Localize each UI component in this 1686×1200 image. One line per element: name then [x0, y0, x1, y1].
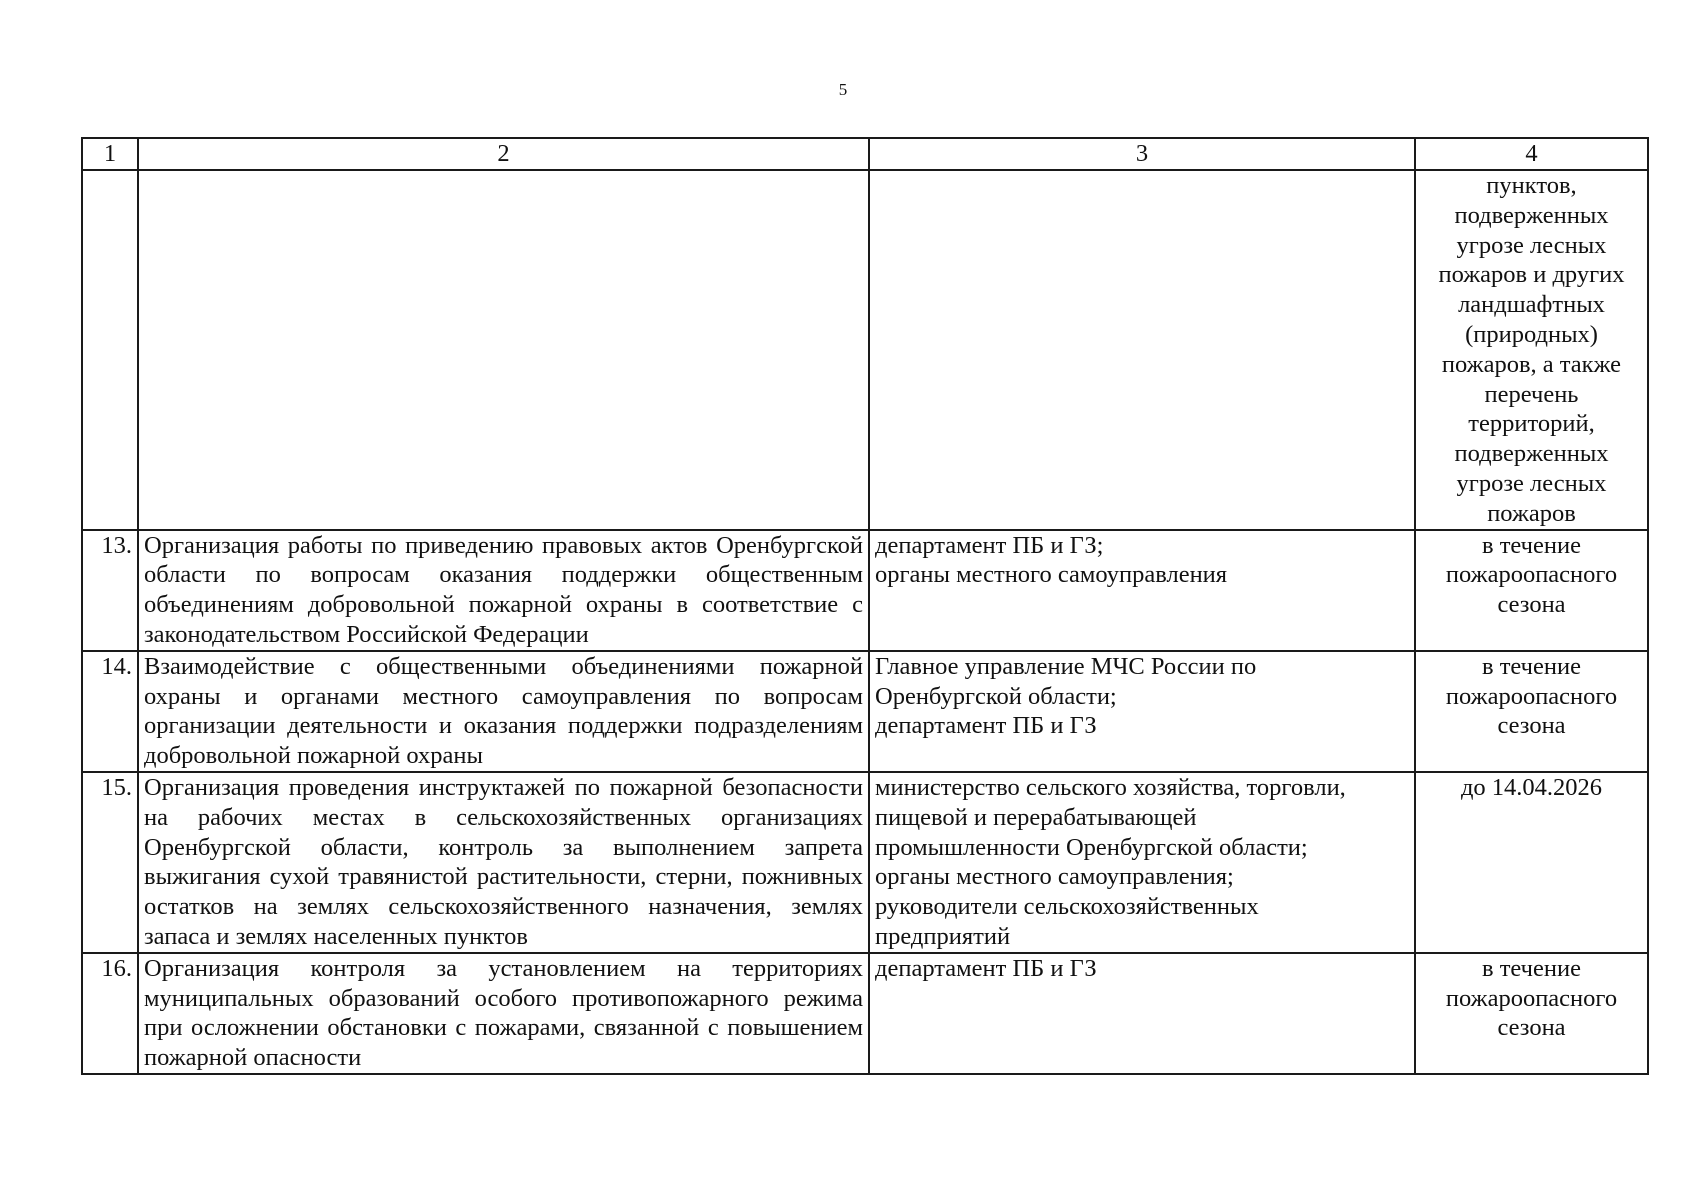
term-cell — [1415, 530, 1648, 651]
page-number: 5 — [838, 80, 848, 99]
executor-line: промышленности Оренбургской области; — [875, 833, 1308, 861]
activity-text: Организация работы по приведению правовых актов Оренбургской области по вопросам оказания поддержки общественным объединениям добровольной пожарной охраны в соответствие с законодательством Российской Федерации — [138, 530, 869, 651]
executor-line: органы местного самоуправления — [875, 561, 1228, 589]
executor-cell — [869, 772, 1415, 953]
term-line: сезона — [1497, 1014, 1566, 1042]
term-line: (природных) — [1465, 320, 1598, 348]
term-line: пожаров и других — [1438, 261, 1625, 289]
term-line: в течение — [1482, 652, 1581, 680]
term-line: пунктов, — [1486, 172, 1577, 199]
term-line: пожароопасного — [1445, 682, 1618, 710]
activity-text: Организация проведения инструктажей по пожарной безопасности на рабочих местах в сельскохозяйственных организациях Оренбургской области, контроль за выполнением запрета выжигания сухой травянистой растительности, стерни, пожнивных остатков на землях сельскохозяйственного назначения, землях запаса и землях населенных пунктов — [138, 772, 869, 953]
table-header-row — [82, 138, 1648, 170]
continuation-number-cell — [82, 170, 138, 530]
term-line: перечень — [1484, 380, 1579, 408]
term-line: угрозе лесных — [1456, 469, 1607, 497]
table-row — [82, 530, 1648, 651]
table-row — [82, 772, 1648, 953]
term-line: ландшафтных — [1458, 291, 1605, 319]
executor-cell — [869, 530, 1415, 651]
header-cell-number: 1 — [82, 138, 138, 170]
executor-line: Главное управление МЧС России по — [875, 652, 1257, 680]
term-line: территорий, — [1468, 410, 1595, 438]
continuation-activity-cell — [138, 170, 869, 530]
header-cell-activity: 2 — [138, 138, 869, 170]
term-line: пожаров, а также — [1441, 350, 1622, 378]
activity-text: Организация контроля за установлением на территориях муниципальных образований особого противопожарного режима при осложнении обстановки с пожарами, связанной с повышением пожарной опасности — [138, 953, 869, 1074]
executor-cell — [869, 953, 1415, 1074]
term-line: угрозе лесных — [1456, 231, 1607, 259]
executor-line: органы местного самоуправления; — [875, 863, 1234, 891]
table-row — [82, 651, 1648, 772]
term-cell — [1415, 772, 1648, 953]
term-line: до 14.04.2026 — [1460, 773, 1603, 801]
executor-line: департамент ПБ и ГЗ; — [875, 531, 1104, 559]
header-cell-term: 4 — [1415, 138, 1648, 170]
executor-line: департамент ПБ и ГЗ — [875, 712, 1097, 740]
continuation-row — [82, 170, 1648, 530]
continuation-executor-cell — [869, 170, 1415, 530]
term-cell — [1415, 651, 1648, 772]
row-number: 13. — [82, 530, 138, 651]
term-line: пожароопасного — [1445, 561, 1618, 589]
term-line: сезона — [1497, 591, 1566, 619]
executor-line: руководители сельскохозяйственных — [875, 893, 1259, 921]
executor-line: департамент ПБ и ГЗ — [875, 954, 1097, 982]
executor-cell — [869, 651, 1415, 772]
activity-text: Взаимодействие с общественными объединениями пожарной охраны и органами местного самоуправления по вопросам организации деятельности и оказания поддержки подразделениям добровольной пожарной охраны — [138, 651, 869, 772]
row-number: 14. — [82, 651, 138, 772]
executor-line: предприятий — [875, 922, 1011, 950]
term-line: подверженных — [1454, 440, 1609, 468]
row-number: 16. — [82, 953, 138, 1074]
table-row — [82, 953, 1648, 1074]
executor-line: пищевой и перерабатывающей — [875, 803, 1197, 831]
term-line: пожароопасного — [1445, 984, 1618, 1012]
executor-line: министерство сельского хозяйства, торговли, — [875, 773, 1346, 801]
term-line: в течение — [1482, 954, 1581, 982]
plan-table — [81, 137, 1649, 1075]
executor-line: Оренбургской области; — [875, 682, 1117, 710]
header-cell-executor: 3 — [869, 138, 1415, 170]
term-cell — [1415, 953, 1648, 1074]
row-number: 15. — [82, 772, 138, 953]
term-line: в течение — [1482, 531, 1581, 559]
term-line: подверженных — [1454, 201, 1609, 229]
term-line: пожаров — [1487, 499, 1576, 527]
term-line: сезона — [1497, 712, 1566, 740]
continuation-term-cell — [1415, 170, 1648, 530]
